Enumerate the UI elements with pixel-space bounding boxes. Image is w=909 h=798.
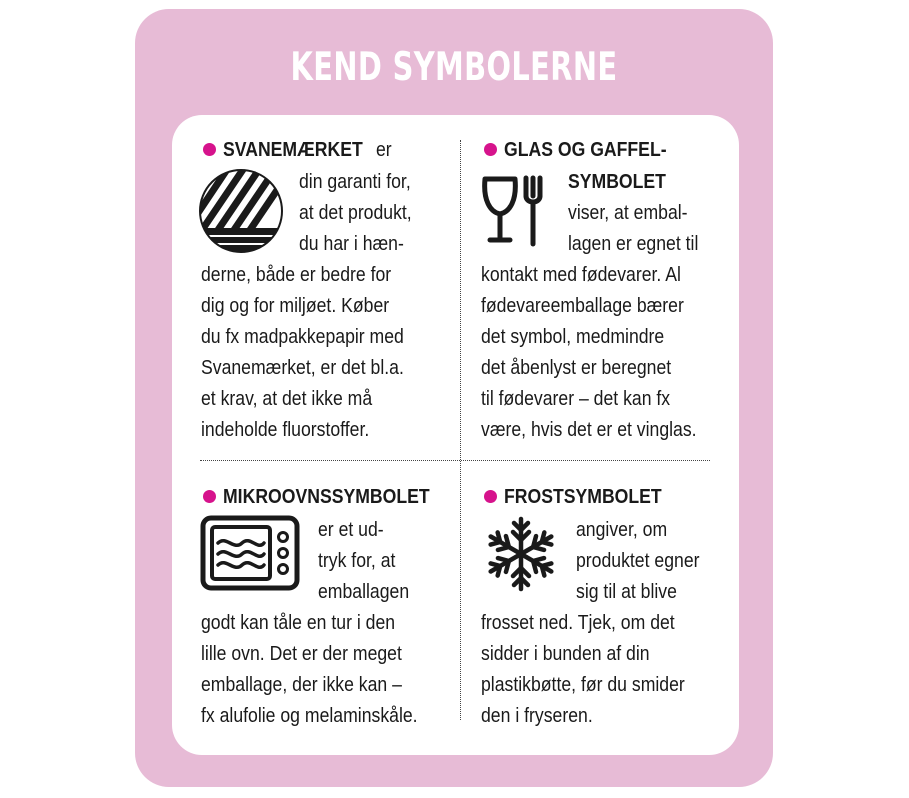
- text-line: lille ovn. Det er der meget: [201, 642, 402, 665]
- text-line: den i fryseren.: [481, 704, 593, 727]
- text-line: Svanemærket, er det bl.a.: [201, 356, 404, 379]
- text-line: være, hvis det er et vinglas.: [481, 418, 697, 441]
- text-line: lagen er egnet til: [568, 232, 699, 255]
- text-line: dig og for miljøet. Køber: [201, 294, 390, 317]
- text-line: sig til at blive: [576, 580, 677, 603]
- text-line: at det produkt,: [299, 201, 412, 224]
- horizontal-divider: [200, 460, 710, 461]
- bullet-dot: [484, 143, 497, 156]
- text-line: kontakt med fødevarer. Al: [481, 263, 681, 286]
- text-line: er: [376, 138, 392, 161]
- vertical-divider: [460, 140, 461, 720]
- bullet-dot: [203, 143, 216, 156]
- text-line: viser, at embal-: [568, 201, 688, 224]
- text-line: produktet egner: [576, 549, 700, 572]
- text-line: du fx madpakkepapir med: [201, 325, 404, 348]
- text-line: til fødevarer – det kan fx: [481, 387, 671, 410]
- glass-and-fork-icon: [480, 174, 556, 250]
- text-line: fødevareemballage bærer: [481, 294, 684, 317]
- bullet-dot: [203, 490, 216, 503]
- text-line: angiver, om: [576, 518, 668, 541]
- text-line: indeholde fluorstoffer.: [201, 418, 370, 441]
- section-heading: MIKROOVNSSYMBOLET: [223, 485, 430, 508]
- text-line: du har i hæn-: [299, 232, 404, 255]
- text-line: er et ud-: [318, 518, 384, 541]
- text-line: emballage, der ikke kan –: [201, 673, 402, 696]
- text-line: din garanti for,: [299, 170, 411, 193]
- snowflake-icon: [482, 515, 560, 593]
- microwave-icon: [200, 515, 300, 591]
- swan-label-icon: [198, 168, 284, 254]
- section-heading: GLAS OG GAFFEL-: [504, 138, 667, 161]
- text-line: det symbol, medmindre: [481, 325, 665, 348]
- text-line: frosset ned. Tjek, om det: [481, 611, 675, 634]
- text-line: det åbenlyst er beregnet: [481, 356, 672, 379]
- text-line: et krav, at det ikke må: [201, 387, 373, 410]
- section-heading: SYMBOLET: [568, 170, 666, 193]
- text-line: fx alufolie og melaminskåle.: [201, 704, 418, 727]
- text-line: tryk for, at: [318, 549, 396, 572]
- text-line: plastikbøtte, før du smider: [481, 673, 685, 696]
- text-line: derne, både er bedre for: [201, 263, 392, 286]
- bullet-dot: [484, 490, 497, 503]
- text-line: emballagen: [318, 580, 410, 603]
- text-line: sidder i bunden af din: [481, 642, 650, 665]
- section-heading: FROSTSYMBOLET: [504, 485, 662, 508]
- text-line: godt kan tåle en tur i den: [201, 611, 396, 634]
- box-title: KEND SYMBOLERNE: [290, 45, 618, 90]
- section-heading: SVANEMÆRKET: [223, 138, 363, 161]
